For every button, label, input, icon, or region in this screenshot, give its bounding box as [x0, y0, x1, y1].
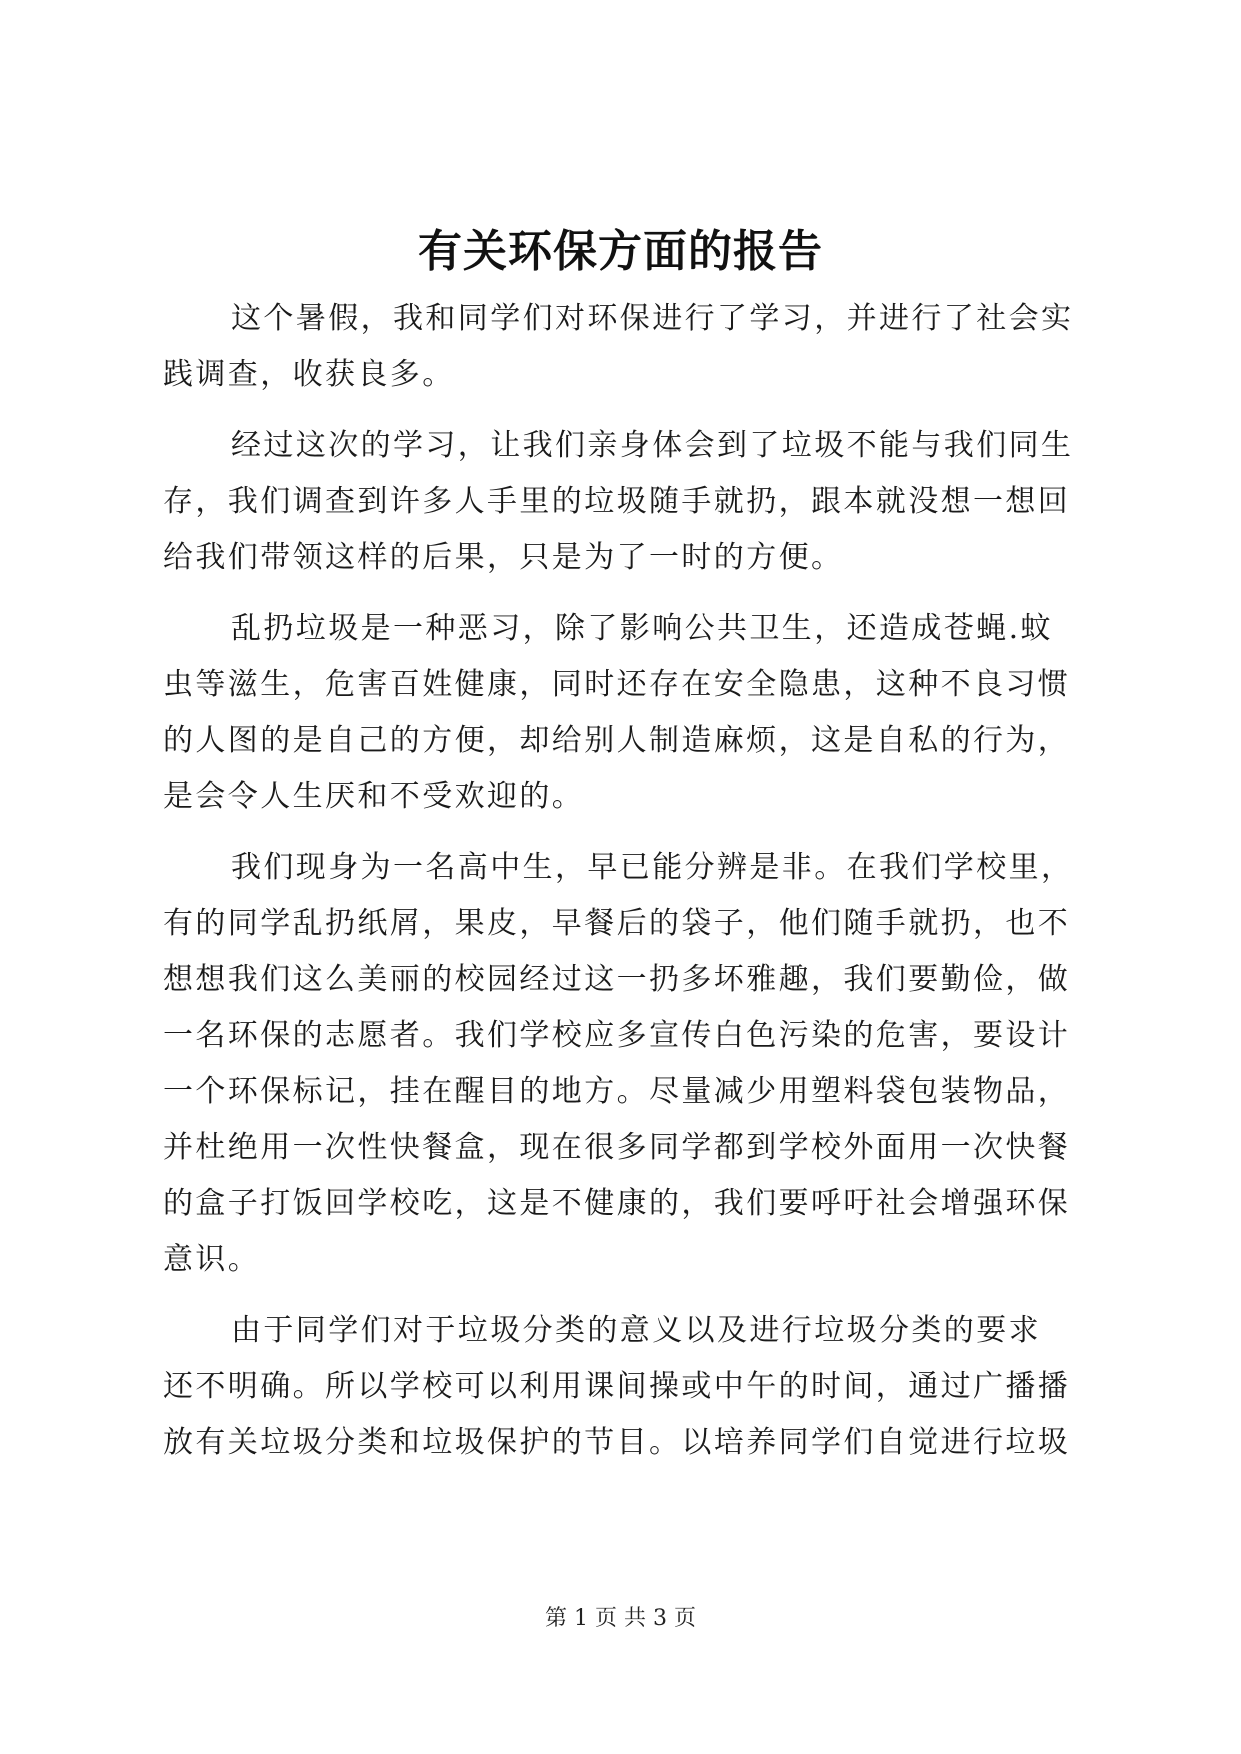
paragraph-4: [163, 840, 1080, 1288]
paragraph-1: [163, 291, 1080, 403]
text-line: 的盒子打饭回学校吃，这是不健康的，我们要呼吁社会增强环保: [163, 1186, 1071, 1221]
text-line: 乱扔垃圾是一种恶习，除了影响公共卫生，还造成苍蝇.蚊: [231, 611, 1053, 646]
text-line: 由于同学们对于垃圾分类的意义以及进行垃圾分类的要求: [231, 1313, 1041, 1348]
document-body: [163, 291, 1080, 1471]
text-line: 是会令人生厌和不受欢迎的。: [163, 779, 585, 814]
text-line: 给我们带领这样的后果，只是为了一时的方便。: [163, 540, 844, 575]
text-line: 这个暑假，我和同学们对环保进行了学习，并进行了社会实: [231, 301, 1074, 336]
text-line: 经过这次的学习，让我们亲身体会到了垃圾不能与我们同生: [231, 428, 1074, 463]
document-title: 有关环保方面的报告: [418, 226, 823, 277]
text-line: 有的同学乱扔纸屑，果皮，早餐后的袋子，他们随手就扔，也不: [163, 906, 1071, 941]
text-line: 的人图的是自己的方便，却给别人制造麻烦，这是自私的行为，: [163, 723, 1071, 758]
text-line: 并杜绝用一次性快餐盒，现在很多同学都到学校外面用一次快餐: [163, 1130, 1071, 1165]
text-line: 还不明确。所以学校可以利用课间操或中午的时间，通过广播播: [163, 1369, 1071, 1404]
page-number-footer: 第 1 页 共 3 页: [545, 1606, 696, 1631]
text-line: 意识。: [163, 1242, 261, 1277]
paragraph-2: [163, 418, 1080, 586]
paragraph-3: [163, 601, 1080, 825]
text-line: 一个环保标记，挂在醒目的地方。尽量减少用塑料袋包装物品，: [163, 1074, 1071, 1109]
text-line: 放有关垃圾分类和垃圾保护的节目。以培养同学们自觉进行垃圾: [163, 1425, 1071, 1460]
text-line: 践调查，收获良多。: [163, 357, 455, 392]
text-line: 想想我们这么美丽的校园经过这一扔多坏雅趣，我们要勤俭，做: [163, 962, 1071, 997]
text-line: 存，我们调查到许多人手里的垃圾随手就扔，跟本就没想一想回: [163, 484, 1071, 519]
text-line: 虫等滋生，危害百姓健康，同时还存在安全隐患，这种不良习惯: [163, 667, 1071, 702]
paragraph-5: [163, 1303, 1080, 1471]
text-line: 我们现身为一名高中生，早已能分辨是非。在我们学校里，: [231, 850, 1074, 885]
text-line: 一名环保的志愿者。我们学校应多宣传白色污染的危害，要设计: [163, 1018, 1071, 1053]
